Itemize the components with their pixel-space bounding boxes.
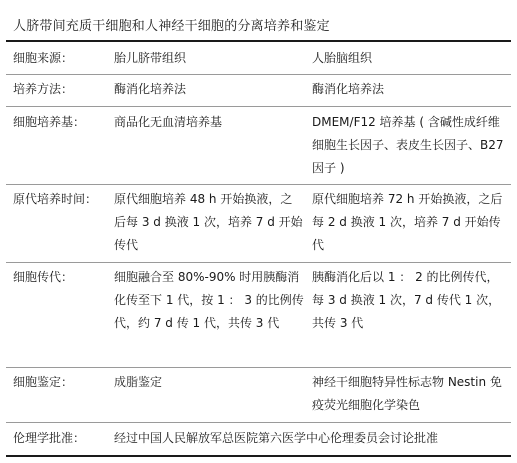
row-divider <box>6 74 511 75</box>
cell-medium-umbilical: 商品化无血清培养基 <box>114 115 223 129</box>
cell-identification-neural: 神经干细胞特异性标志物 Nestin 免疫荧光细胞化学染色 <box>312 375 502 412</box>
bottom-rule <box>6 455 511 457</box>
cell-passage-neural: 胰酶消化后以 1 ： 2 的比例传代，每 3 d 换液 1 次，7 d 传代 1 次，共传 3 代 <box>312 270 501 330</box>
row-divider <box>6 367 511 368</box>
row-label-culture-medium: 细胞培养基： <box>13 115 86 129</box>
cell-ethics-approval: 经过中国人民解放军总医院第六医学中心伦理委员会讨论批准 <box>114 431 439 445</box>
cell-method-umbilical: 酶消化培养法 <box>114 82 187 96</box>
cell-primary-umbilical: 原代细胞培养 48 h 开始换液，之后每 3 d 换液 1 次，培养 7 d 开始传代 <box>114 192 303 252</box>
row-label-ethics-approval: 伦理学批准： <box>13 431 86 445</box>
cell-passage-umbilical: 细胞融合至 80%-90% 时用胰酶消化传至下 1 代，按 1 ： 3 的比例传代，约 7 d 传 1 代，共传 3 代 <box>114 270 304 330</box>
cell-method-neural: 酶消化培养法 <box>312 82 385 96</box>
row-label-passage: 细胞传代： <box>13 270 74 284</box>
row-label-identification: 细胞鉴定： <box>13 375 74 389</box>
row-label-primary-culture-time: 原代培养时间： <box>13 192 98 206</box>
row-label-culture-method: 培养方法： <box>13 82 74 96</box>
cell-source-umbilical: 胎儿脐带组织 <box>114 51 187 65</box>
cell-identification-umbilical: 成脂鉴定 <box>114 375 163 389</box>
cell-source-neural: 人胎脑组织 <box>312 51 373 65</box>
cell-medium-neural: DMEM/F12 培养基 ( 含碱性成纤维细胞生长因子、表皮生长因子、B27 因子 ) <box>312 115 504 175</box>
row-divider <box>6 262 511 263</box>
cell-primary-neural: 原代细胞培养 72 h 开始换液，之后每 2 d 换液 1 次，培养 7 d 开始传代 <box>312 192 503 252</box>
table-title: 人脐带间充质干细胞和人神经干细胞的分离培养和鉴定 <box>13 19 330 34</box>
top-rule <box>6 40 511 42</box>
row-divider <box>6 184 511 185</box>
row-label-cell-source: 细胞来源： <box>13 51 74 65</box>
row-divider <box>6 106 511 107</box>
row-divider <box>6 422 511 423</box>
